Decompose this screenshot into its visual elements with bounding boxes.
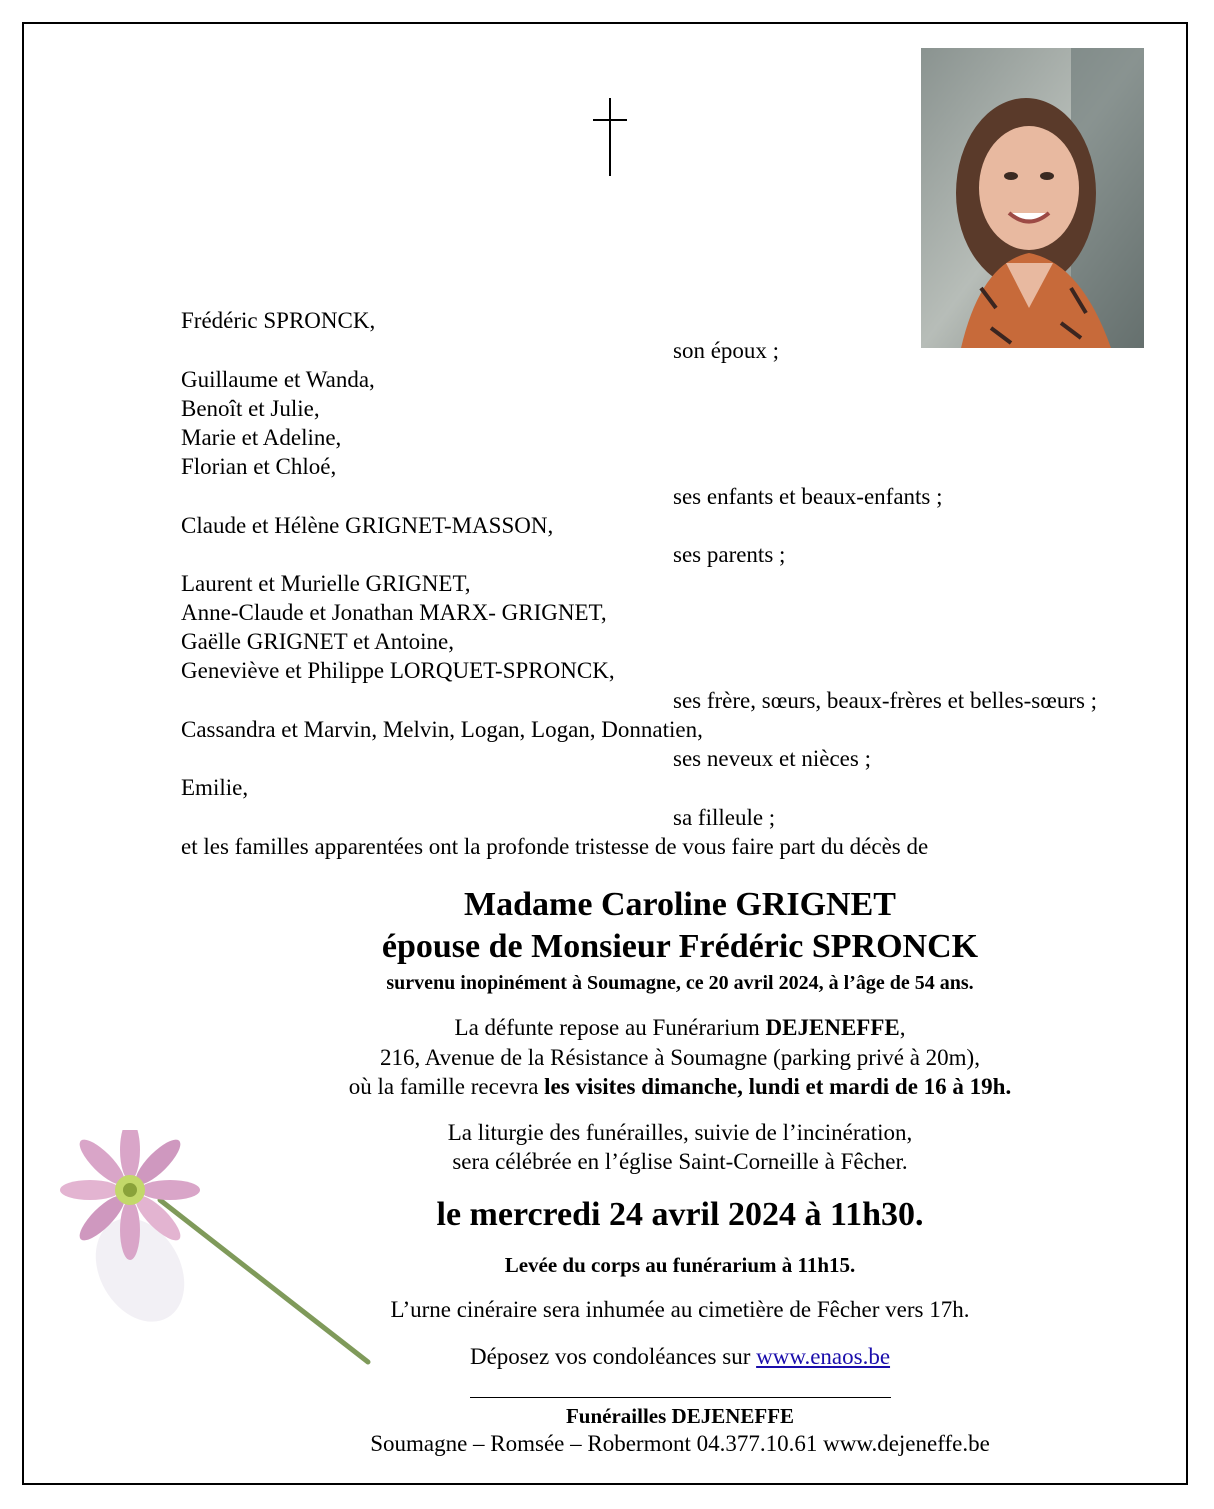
footer-company: Funérailles DEJENEFFE [565, 1404, 795, 1428]
footer-contact: Soumagne – Romsée – Robermont 04.377.10.61 www.dejeneffe.be [370, 1431, 990, 1456]
spouse-role: son époux ; [673, 338, 780, 363]
parents-role: ses parents ; [673, 542, 786, 567]
siblings-role: ses frère, sœurs, beaux-frères et belles-sœurs ; [673, 688, 1098, 713]
urn-line: L’urne cinéraire sera inhumée au cimetière de Fêcher vers 17h. [390, 1297, 970, 1322]
cross-icon [593, 98, 627, 176]
ceremony-line-1: La liturgie des funérailles, suivie de l’incinération, [447, 1120, 913, 1145]
child-line: Benoît et Julie, [181, 396, 320, 421]
footer-divider [470, 1397, 891, 1398]
goddaughter-name: Emilie, [181, 775, 249, 800]
ceremony-date: le mercredi 24 avril 2024 à 11h30. [436, 1196, 924, 1233]
visiting-hours: les visites dimanche, lundi et mardi de 16 à 19h. [544, 1074, 1012, 1099]
sibling-line: Anne-Claude et Jonathan MARX- GRIGNET, [181, 600, 607, 625]
sibling-line: Geneviève et Philippe LORQUET-SPRONCK, [181, 658, 615, 683]
condolences-link[interactable]: www.enaos.be [756, 1344, 891, 1369]
portrait-photo [921, 48, 1144, 348]
spouse-name: Frédéric SPRONCK, [181, 308, 376, 333]
child-line: Florian et Chloé, [181, 454, 337, 479]
visitation-line3-prefix: où la famille recevra [348, 1074, 545, 1099]
condolences-prefix: Déposez vos condoléances sur [469, 1344, 757, 1369]
deceased-spouse-line: épouse de Monsieur Frédéric SPRONCK [381, 928, 979, 965]
nephews-name: Cassandra et Marvin, Melvin, Logan, Logan, Donnatien, [181, 717, 703, 742]
visitation-line-1 [150, 1014, 1210, 1042]
visitation-line-3 [150, 1073, 1210, 1101]
goddaughter-role: sa filleule ; [673, 805, 776, 830]
sibling-line: Gaëlle GRIGNET et Antoine, [181, 629, 454, 654]
visitation-suffix: , [899, 1015, 906, 1040]
levee-line: Levée du corps au funérarium à 11h15. [504, 1253, 856, 1277]
death-line: survenu inopinément à Soumagne, ce 20 avril 2024, à l’âge de 54 ans. [386, 972, 974, 994]
flower-illustration [50, 1130, 390, 1390]
ceremony-line-2: sera célébrée en l’église Saint-Corneille à Fêcher. [452, 1149, 908, 1174]
funeral-home-name: DEJENEFFE [765, 1015, 900, 1040]
deceased-name: Madame Caroline GRIGNET [464, 886, 896, 923]
visitation-prefix: La défunte repose au Funérarium [454, 1015, 766, 1040]
visitation-line-2: 216, Avenue de la Résistance à Soumagne (parking privé à 20m), [380, 1045, 980, 1070]
nephews-role: ses neveux et nièces ; [673, 746, 871, 771]
parents-name: Claude et Hélène GRIGNET-MASSON, [181, 513, 554, 538]
child-line: Guillaume et Wanda, [181, 367, 375, 392]
sibling-line: Laurent et Murielle GRIGNET, [181, 571, 471, 596]
children-role: ses enfants et beaux-enfants ; [673, 484, 943, 509]
closing-line: et les familles apparentées ont la profonde tristesse de vous faire part du décès de [181, 834, 929, 859]
child-line: Marie et Adeline, [181, 425, 342, 450]
